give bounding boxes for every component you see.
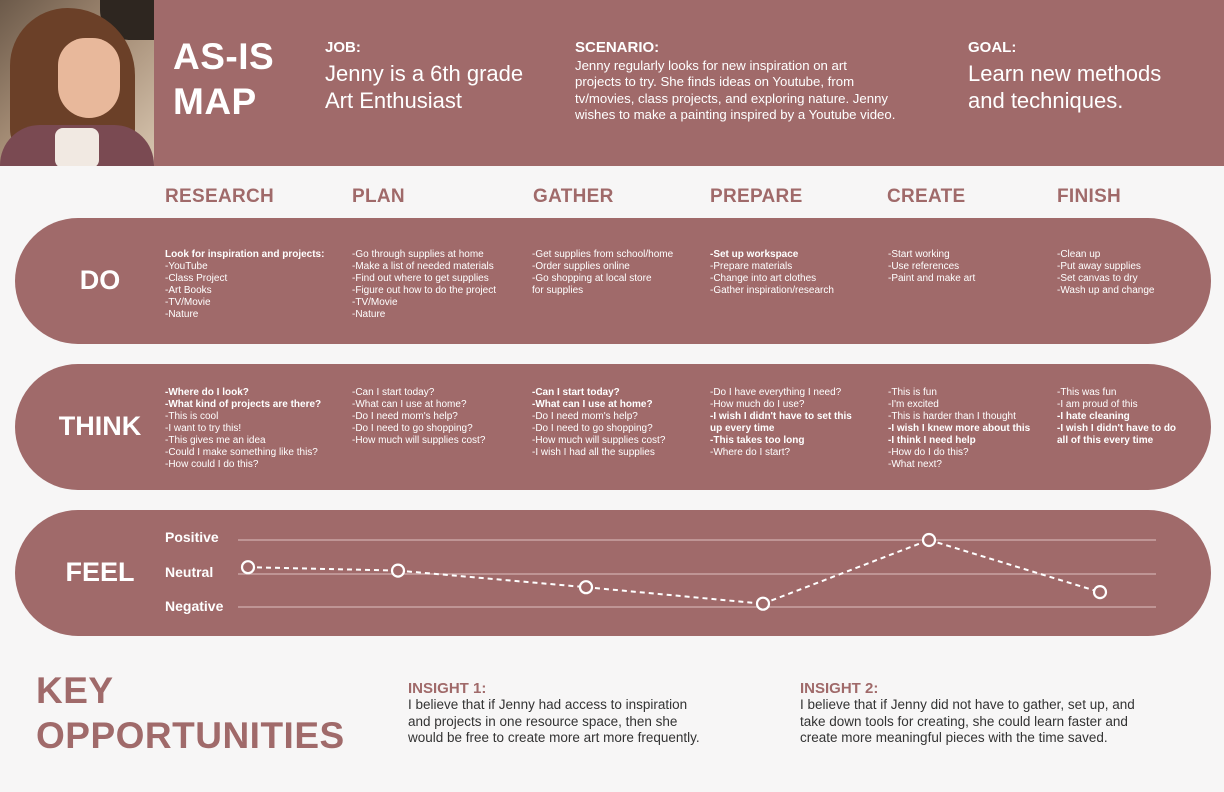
do-cell-line: -TV/Movie — [352, 297, 398, 308]
think-cell-line: -How do I do this? — [888, 447, 969, 458]
feel-level-neutral: Neutral — [165, 564, 214, 580]
stage-plan: PLAN — [352, 186, 405, 207]
think-cell-line: -This is fun — [888, 387, 937, 398]
feel-point-research — [242, 561, 254, 573]
page-title: AS-IS MAP — [173, 36, 275, 122]
do-cell-line: -Find out where to get supplies — [352, 273, 489, 284]
think-cell-line: -Do I need mom's help? — [532, 411, 638, 422]
do-cell-line: -Set up workspace — [710, 249, 799, 260]
do-cell-line: -TV/Movie — [165, 297, 211, 308]
feel-segment — [248, 567, 398, 570]
think-cell-line: all of this every time — [1057, 435, 1154, 446]
scenario-label: SCENARIO: — [575, 39, 660, 56]
do-cell-line: -YouTube — [165, 261, 208, 272]
feel-point-plan — [392, 565, 404, 577]
insight-1-text: I believe that if Jenny had access to inspiration and projects in one resource space, then she would be free to create more art more frequently. — [408, 697, 700, 745]
feel-segment — [398, 571, 586, 588]
do-cell-line: -Use references — [888, 261, 960, 272]
think-cell-line: -Can I start today? — [352, 387, 435, 398]
feel-point-gather — [580, 581, 592, 593]
think-cell-line: -I'm excited — [888, 399, 939, 410]
think-cell-line: -What next? — [888, 459, 942, 470]
think-cell-line: -This is harder than I thought — [888, 411, 1016, 422]
feel-segment — [929, 540, 1100, 592]
think-cell-line: -I wish I had all the supplies — [532, 447, 655, 458]
think-cell-line: -I am proud of this — [1057, 399, 1138, 410]
feel-point-create — [923, 534, 935, 546]
do-label: DO — [79, 265, 121, 295]
think-cell-line: -What kind of projects are there? — [165, 399, 322, 410]
do-cell-line: for supplies — [532, 285, 584, 296]
think-cell-line: -Where do I look? — [165, 387, 249, 398]
insight-1-label: INSIGHT 1: — [408, 680, 487, 697]
do-cell-line: -Gather inspiration/research — [710, 285, 834, 296]
do-cell-line: -Go shopping at local store — [532, 273, 652, 284]
do-cell-line: Look for inspiration and projects: — [165, 249, 325, 260]
think-label: THINK — [58, 411, 142, 441]
think-cell-line: -I think I need help — [888, 435, 976, 446]
feel-label: FEEL — [65, 557, 135, 587]
think-cell-line: -What can I use at home? — [352, 399, 467, 410]
do-cell-line: -Wash up and change — [1057, 285, 1155, 296]
do-cell-line: -Figure out how to do the project — [352, 285, 496, 296]
think-cell-line: -How much will supplies cost? — [352, 435, 486, 446]
stage-create: CREATE — [887, 186, 966, 207]
think-cell-line: -Could I make something like this? — [165, 447, 318, 458]
think-cell-line: -Do I need to go shopping? — [532, 423, 653, 434]
do-cell-line: -Prepare materials — [710, 261, 793, 272]
think-cell-line: -This gives me an idea — [165, 435, 266, 446]
think-cell-line: -How much will supplies cost? — [532, 435, 666, 446]
do-cell-line: -Paint and make art — [888, 273, 976, 284]
scenario-text: Jenny regularly looks for new inspiration on art projects to try. She finds ideas on Youtube, from tv/movies, class projects, and exploring nature. Jenny wishes to make a painting inspired by a Youtube video. — [575, 58, 896, 122]
job-text: Jenny is a 6th grade Art Enthusiast — [325, 61, 524, 113]
feel-point-prepare — [757, 598, 769, 610]
feel-level-positive: Positive — [165, 529, 219, 545]
think-cell-line: -How could I do this? — [165, 459, 259, 470]
think-cell-line: -Do I have everything I need? — [710, 387, 842, 398]
do-cell-line: -Nature — [352, 309, 386, 320]
do-cell-line: -Start working — [888, 249, 950, 260]
think-cell-line: -I hate cleaning — [1057, 411, 1130, 422]
feel-segment — [763, 540, 929, 604]
stage-finish: FINISH — [1057, 186, 1122, 207]
think-cell-line: up every time — [710, 423, 775, 434]
think-cell-line: -I want to try this! — [165, 423, 242, 434]
do-cell-line: -Get supplies from school/home — [532, 249, 674, 260]
insight-2-text: I believe that if Jenny did not have to gather, set up, and take down tools for creating, she could learn faster and create more meaningful pieces with the time saved. — [800, 697, 1135, 745]
think-cell-line: -I wish I knew more about this — [888, 423, 1031, 434]
do-cell-line: -Art Books — [165, 285, 212, 296]
do-cell-line: -Nature — [165, 309, 199, 320]
feel-segment — [586, 587, 763, 604]
do-cell-line: -Go through supplies at home — [352, 249, 484, 260]
think-cell-line: -What can I use at home? — [532, 399, 653, 410]
think-cell-line: -How much do I use? — [710, 399, 805, 410]
think-cell-line: -I wish I didn't have to set this — [710, 411, 852, 422]
do-cell-line: -Change into art clothes — [710, 273, 817, 284]
job-label: JOB: — [325, 39, 361, 56]
stage-research: RESEARCH — [165, 186, 275, 207]
do-cell-line: -Clean up — [1057, 249, 1101, 260]
key-opportunities-title: KEY OPPORTUNITIES — [36, 670, 345, 756]
think-cell-line: -This was fun — [1057, 387, 1117, 398]
goal-text: Learn new methods and techniques. — [968, 61, 1162, 113]
think-cell-line: -This takes too long — [710, 435, 805, 446]
stage-prepare: PREPARE — [710, 186, 803, 207]
think-cell-line: -Do I need to go shopping? — [352, 423, 473, 434]
think-cell-line: -Do I need mom's help? — [352, 411, 458, 422]
do-cell-line: -Order supplies online — [532, 261, 630, 272]
do-cell-line: -Make a list of needed materials — [352, 261, 494, 272]
stage-gather: GATHER — [533, 186, 614, 207]
think-cell-line: -Where do I start? — [710, 447, 791, 458]
feel-point-finish — [1094, 586, 1106, 598]
do-cell-line: -Put away supplies — [1057, 261, 1141, 272]
think-cell-line: -This is cool — [165, 411, 219, 422]
feel-level-negative: Negative — [165, 598, 224, 614]
insight-2-label: INSIGHT 2: — [800, 680, 879, 697]
think-cell-line: -Can I start today? — [532, 387, 620, 398]
goal-label: GOAL: — [968, 39, 1017, 56]
think-cell-line: -I wish I didn't have to do — [1057, 423, 1177, 434]
do-cell-line: -Class Project — [165, 273, 228, 284]
do-cell-line: -Set canvas to dry — [1057, 273, 1138, 284]
